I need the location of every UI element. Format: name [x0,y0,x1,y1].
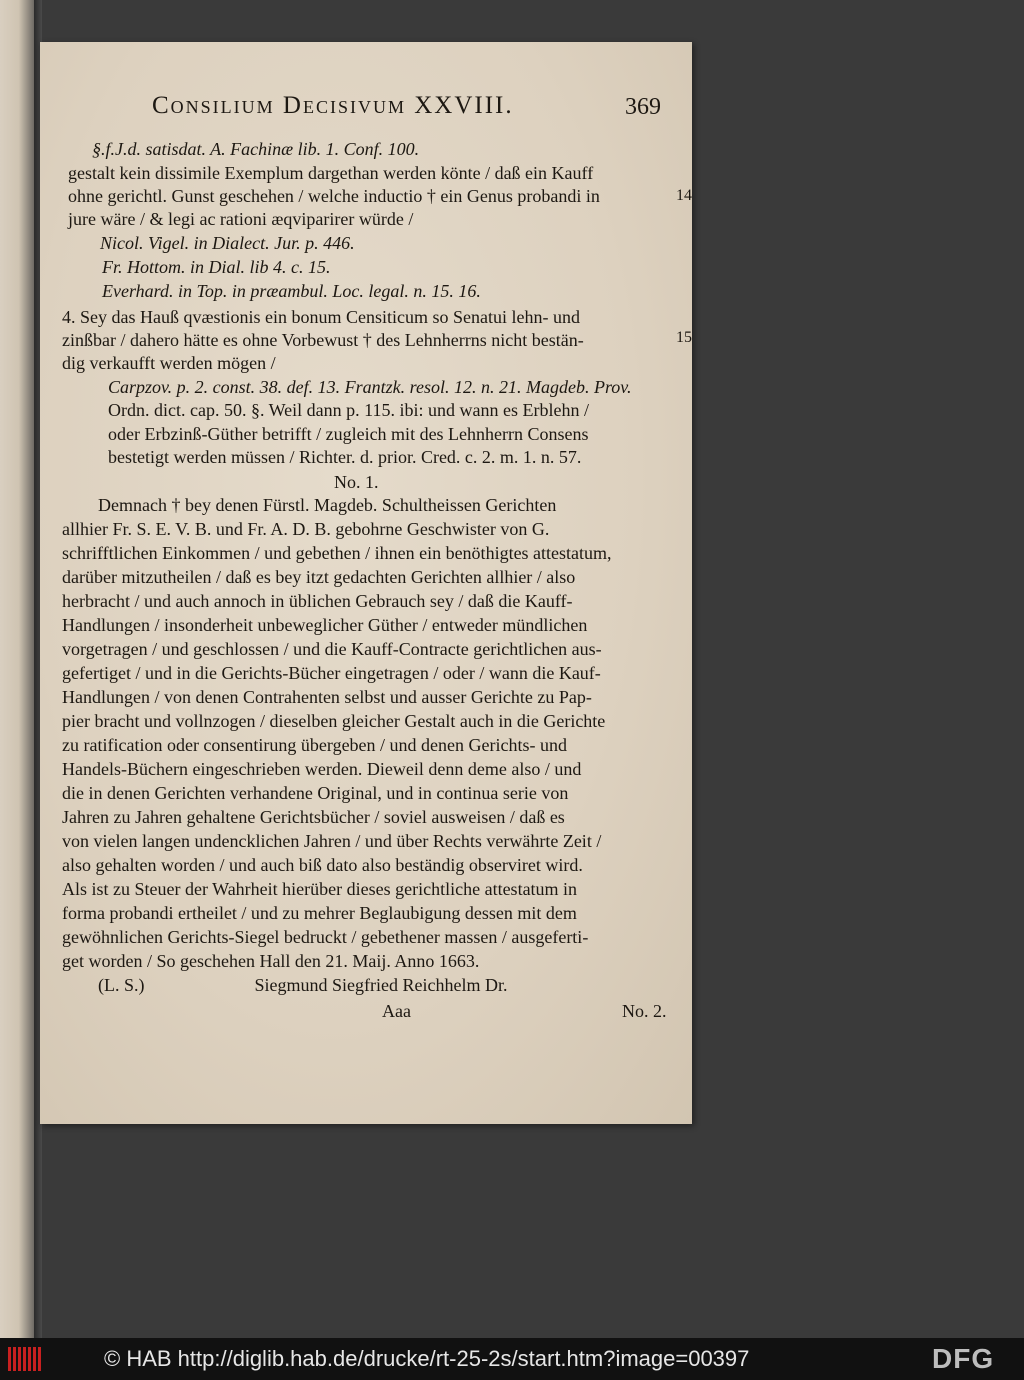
text-line: Handlungen / insonderheit unbeweglicher Güther / entweder mündlichen [62,615,588,635]
signature-line [98,974,507,996]
hab-logo-icon [8,1347,42,1371]
section-number: No. 1. [334,472,379,492]
text-line: Nicol. Vigel. in Dialect. Jur. p. 446. [100,233,355,253]
text-line: gefertiget / und in die Gerichts-Bücher eingetragen / oder / wann die Kauf- [62,663,601,683]
text-line: Ordn. dict. cap. 50. §. Weil dann p. 115. ibi: und wann es Erblehn / [108,400,589,420]
text-line: Als ist zu Steuer der Wahrheit hierüber dieses gerichtliche attestatum in [62,879,578,899]
text-line: gestalt kein dissimile Exemplum dargethan werden könte / daß ein Kauff [68,163,594,183]
text-line: §.f.J.d. satisdat. A. Fachinæ lib. 1. Conf. 100. [92,139,420,159]
text-line: oder Erbzinß-Güther betrifft / zugleich mit des Lehnherrn Consens [108,424,589,444]
catchword: No. 2. [622,1001,667,1021]
text-line: vorgetragen / und geschlossen / und die Kauff-Contracte gerichtlichen aus- [62,639,602,659]
seal-mark: (L. S.) [98,975,145,995]
facing-page-edge [0,0,34,1338]
text-line: bestetigt werden müssen / Richter. d. prior. Cred. c. 2. m. 1. n. 57. [108,447,582,467]
text-line: darüber mitzutheilen / daß es bey itzt gedachten Gerichten allhier / also [62,567,576,587]
text-line: dig verkaufft werden mögen / [62,353,276,373]
dfg-logo: DFG [932,1343,995,1374]
page-number: 369 [625,94,661,120]
margin-number: 14 [676,187,692,204]
text-line: allhier Fr. S. E. V. B. und Fr. A. D. B. gebohrne Geschwister von G. [62,519,550,539]
text-line: get worden / So geschehen Hall den 21. Maij. Anno 1663. [62,951,480,971]
text-line: Handels-Büchern eingeschrieben werden. Dieweil denn deme also / und [62,759,582,779]
text-line: herbracht / und auch annoch in üblichen Gebrauch sey / daß die Kauff- [62,591,573,611]
text-line: 4. Sey das Hauß qvæstionis ein bonum Censiticum so Senatui lehn- und [62,307,580,327]
text-line: also gehalten worden / und auch biß dato also beständig observiret wird. [62,855,583,875]
margin-number: 15 [676,329,692,346]
text-line: zinßbar / dahero hätte es ohne Vorbewust † des Lehnherrns nicht bestän- [62,330,584,350]
text-line: pier bracht und vollnzogen / dieselben gleicher Gestalt auch in die Gerichte [62,711,606,731]
text-line: Fr. Hottom. in Dial. lib 4. c. 15. [102,257,331,277]
text-line: zu ratification oder consentirung übergeben / und denen Gerichts- und [62,735,568,755]
text-line: Everhard. in Top. in præambul. Loc. legal. n. 15. 16. [102,281,481,301]
text-line: Handlungen / von denen Contrahenten selbst und ausser Gerichte zu Pap- [62,687,592,707]
text-line: Demnach † bey denen Fürstl. Magdeb. Schultheissen Gerichten [98,495,557,515]
running-head: Consilium Decisivum XXVIII. [152,92,514,119]
text-line: jure wäre / & legi ac rationi æqviparirer würde / [68,209,414,229]
text-line: die in denen Gerichten verhandene Original, und in continua serie von [62,783,569,803]
text-line: Carpzov. p. 2. const. 38. def. 13. Frantzk. resol. 12. n. 21. Magdeb. Prov. [108,377,632,397]
text-line: schrifftlichen Einkommen / und gebethen / ihnen ein benöthigtes attestatum, [62,543,612,563]
signature-mark: Aaa [382,1001,411,1021]
text-line: von vielen langen undencklichen Jahren / und über Rechts verwährte Zeit / [62,831,602,851]
copyright-link[interactable]: © HAB http://diglib.hab.de/drucke/rt-25-2s/start.htm?image=00397 [104,1346,750,1371]
text-line: forma probandi ertheilet / und zu mehrer Beglaubigung dessen mit dem [62,903,577,923]
text-line: gewöhnlichen Gerichts-Siegel bedruckt / gebethener massen / ausgeferti- [62,927,589,947]
book-page [40,42,692,1124]
signatory-name: Siegmund Siegfried Reichhelm Dr. [254,975,508,995]
text-line: Jahren zu Jahren gehaltene Gerichtsbücher / soviel ausweisen / daß es [62,807,565,827]
viewer-footer [0,1338,1024,1380]
text-line: ohne gerichtl. Gunst geschehen / welche inductio † ein Genus probandi in [68,186,600,206]
